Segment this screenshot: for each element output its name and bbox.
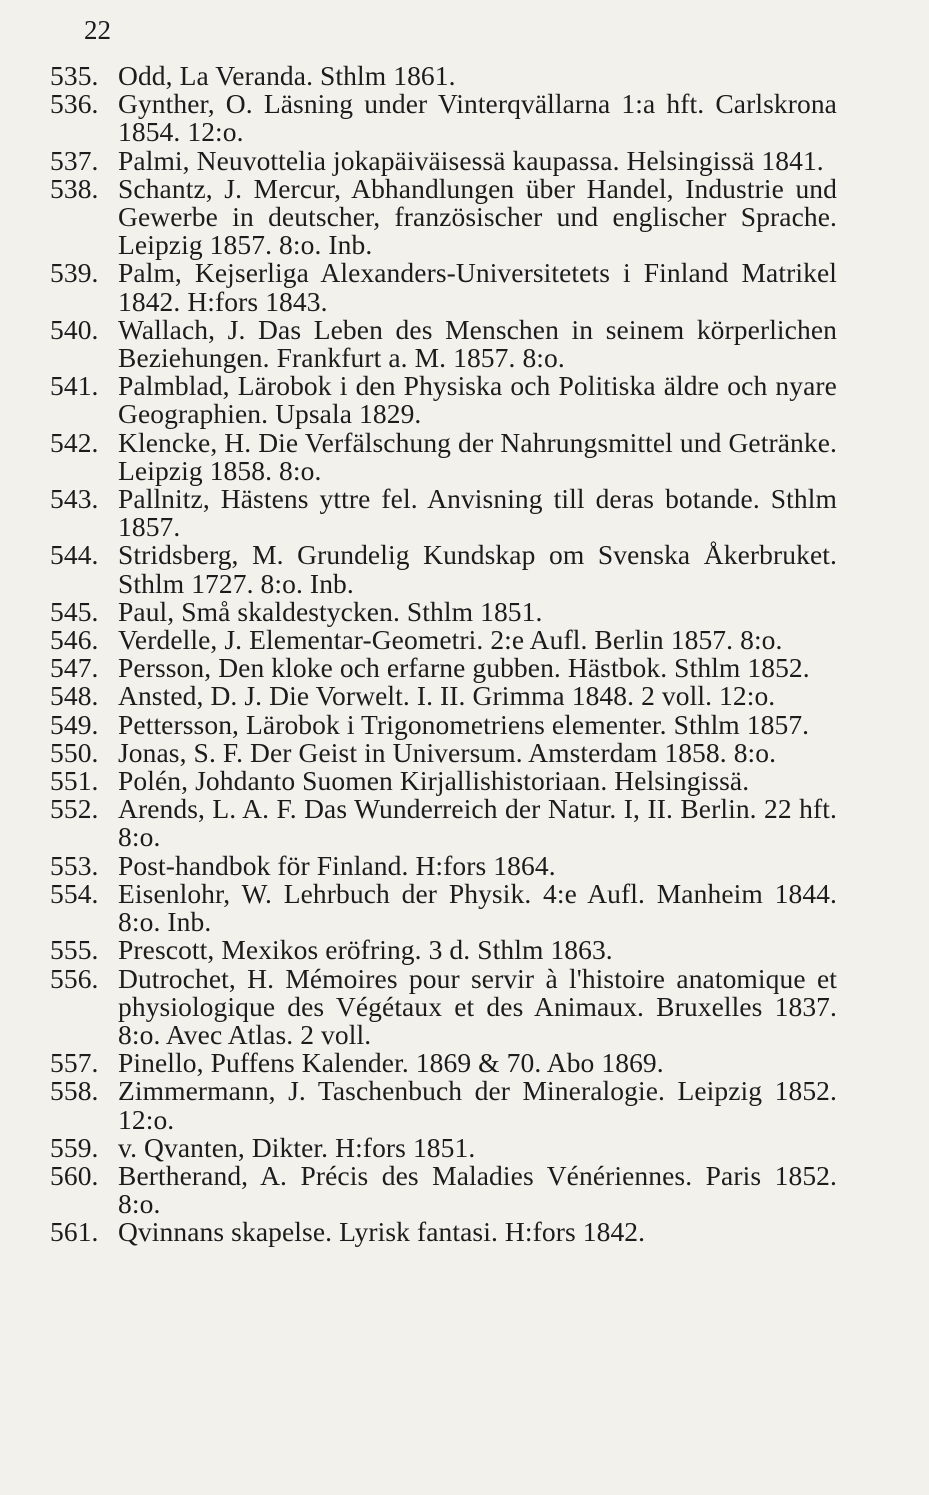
- entry-number: 538.: [50, 172, 99, 204]
- entry-text: Palmblad, Lärobok i den Physiska och Politiska äldre och nyare Geographien. Upsala 1829.: [118, 370, 837, 430]
- catalog-entry: [0, 541, 929, 597]
- catalog-entry: [0, 372, 929, 428]
- entry-number: 555.: [50, 934, 99, 966]
- entry-number: 559.: [50, 1131, 99, 1163]
- catalog-entry-list: [0, 62, 929, 1247]
- entry-text: Gynther, O. Läsning under Vinterqvällarna 1:a hft. Carlskrona 1854. 12:o.: [118, 88, 837, 148]
- entry-text: Pettersson, Lärobok i Trigonometriens elementer. Sthlm 1857.: [118, 708, 810, 740]
- entry-number: 540.: [50, 313, 99, 345]
- entry-text: Qvinnans skapelse. Lyrisk fantasi. H:fors 1842.: [118, 1216, 646, 1248]
- entry-text: Pinello, Puffens Kalender. 1869 & 70. Abo 1869.: [118, 1047, 664, 1079]
- catalog-entry: [0, 962, 929, 1050]
- entry-text: Arends, L. A. F. Das Wunderreich der Natur. I, II. Berlin. 22 hft. 8:o.: [118, 793, 837, 853]
- catalog-entry: [0, 708, 929, 740]
- catalog-entry: [0, 849, 929, 881]
- catalog-entry: [0, 795, 929, 851]
- entry-number: 539.: [50, 257, 99, 289]
- catalog-entry: [0, 1218, 929, 1246]
- entry-number: 553.: [50, 849, 99, 881]
- catalog-entry: [0, 1131, 929, 1163]
- catalog-entry: [0, 936, 929, 964]
- catalog-entry: [0, 426, 929, 486]
- entry-text: Ansted, D. J. Die Vorwelt. I. II. Grimma 1848. 2 voll. 12:o.: [118, 680, 776, 712]
- entry-text: Pallnitz, Hästens yttre fel. Anvisning till deras botande. Sthlm 1857.: [118, 483, 837, 543]
- catalog-entry: [0, 626, 929, 654]
- catalog-entry: [0, 172, 929, 261]
- catalog-entry: [0, 1049, 929, 1077]
- entry-text: Paul, Små skaldestycken. Sthlm 1851.: [118, 595, 543, 627]
- catalog-entry: [0, 654, 929, 682]
- entry-number: 548.: [50, 680, 99, 712]
- entry-text: Wallach, J. Das Leben des Menschen in seinem körperlichen Beziehungen. Frankfurt a. M. 1857. 8:o.: [118, 313, 837, 374]
- entry-text: Palmi, Neuvottelia jokapäiväisessä kaupassa. Helsingissä 1841.: [118, 144, 824, 176]
- entry-text: Polén, Johdanto Suomen Kirjallishistoriaan. Helsingissä.: [118, 765, 750, 797]
- entry-text: Klencke, H. Die Verfälschung der Nahrungsmittel und Getränke. Leipzig 1858. 8:o.: [118, 426, 837, 486]
- entry-number: 545.: [50, 595, 99, 627]
- catalog-entry: [0, 62, 929, 90]
- entry-text: Odd, La Veranda. Sthlm 1861.: [118, 60, 456, 91]
- entry-text: Jonas, S. F. Der Geist in Universum. Amsterdam 1858. 8:o.: [118, 736, 777, 768]
- entry-number: 543.: [50, 483, 99, 515]
- entry-text: Zimmermann, J. Taschenbuch der Mineralogie. Leipzig 1852. 12:o.: [118, 1075, 837, 1135]
- entry-text: Schantz, J. Mercur, Abhandlungen über Handel, Industrie und Gewerbe in deutscher, französischer und englischer Sprache. Leipzig 1857. 8:o. Inb.: [118, 172, 837, 261]
- entry-number: 557.: [50, 1047, 99, 1079]
- catalog-entry: [0, 1077, 929, 1133]
- entry-number: 536.: [50, 88, 99, 120]
- entry-number: 554.: [50, 877, 99, 909]
- entry-text: Persson, Den kloke och erfarne gubben. Hästbok. Sthlm 1852.: [118, 652, 810, 684]
- catalog-entry: [0, 877, 929, 938]
- entry-number: 550.: [50, 736, 99, 768]
- entry-number: 551.: [50, 765, 99, 797]
- entry-number: 558.: [50, 1075, 99, 1107]
- entry-text: Post-handbok för Finland. H:fors 1864.: [118, 849, 556, 881]
- entry-number: 549.: [50, 708, 99, 740]
- catalog-entry: [0, 259, 929, 315]
- entry-text: Prescott, Mexikos eröfring. 3 d. Sthlm 1863.: [118, 934, 613, 966]
- entry-number: 544.: [50, 539, 99, 571]
- catalog-entry: [0, 595, 929, 627]
- catalog-entry: [0, 682, 929, 710]
- entry-text: Palm, Kejserliga Alexanders-Universitetets i Finland Matrikel 1842. H:fors 1843.: [118, 257, 837, 317]
- entry-number: 547.: [50, 652, 99, 684]
- catalog-entry: [0, 485, 929, 541]
- catalog-entry: [0, 90, 929, 146]
- entry-number: 561.: [50, 1216, 99, 1248]
- entry-number: 560.: [50, 1159, 99, 1191]
- entry-text: Verdelle, J. Elementar-Geometri. 2:e Aufl. Berlin 1857. 8:o.: [118, 624, 783, 656]
- page-number: 22: [84, 15, 111, 45]
- entry-text: Dutrochet, H. Mémoires pour servir à l'histoire anatomique et physiologique des Végétaux et des Animaux. Bruxelles 1837. 8:o. Avec Atlas. 2 voll.: [118, 962, 837, 1050]
- entry-text: Bertherand, A. Précis des Maladies Vénériennes. Paris 1852. 8:o.: [118, 1159, 837, 1220]
- entry-text: Stridsberg, M. Grundelig Kundskap om Svenska Åkerbruket. Sthlm 1727. 8:o. Inb.: [118, 539, 837, 599]
- catalog-entry: [0, 144, 929, 176]
- entry-number: 541.: [50, 370, 99, 402]
- catalog-entry: [0, 736, 929, 768]
- entry-number: 542.: [50, 426, 99, 458]
- catalog-entry: [0, 767, 929, 795]
- entry-number: 546.: [50, 624, 99, 656]
- catalog-entry: [0, 313, 929, 374]
- entry-text: Eisenlohr, W. Lehrbuch der Physik. 4:e Aufl. Manheim 1844. 8:o. Inb.: [118, 877, 837, 938]
- entry-number: 537.: [50, 144, 99, 176]
- entry-number: 556.: [50, 962, 99, 994]
- entry-number: 535.: [50, 60, 99, 91]
- entry-number: 552.: [50, 793, 99, 825]
- entry-text: v. Qvanten, Dikter. H:fors 1851.: [118, 1131, 476, 1163]
- catalog-entry: [0, 1159, 929, 1220]
